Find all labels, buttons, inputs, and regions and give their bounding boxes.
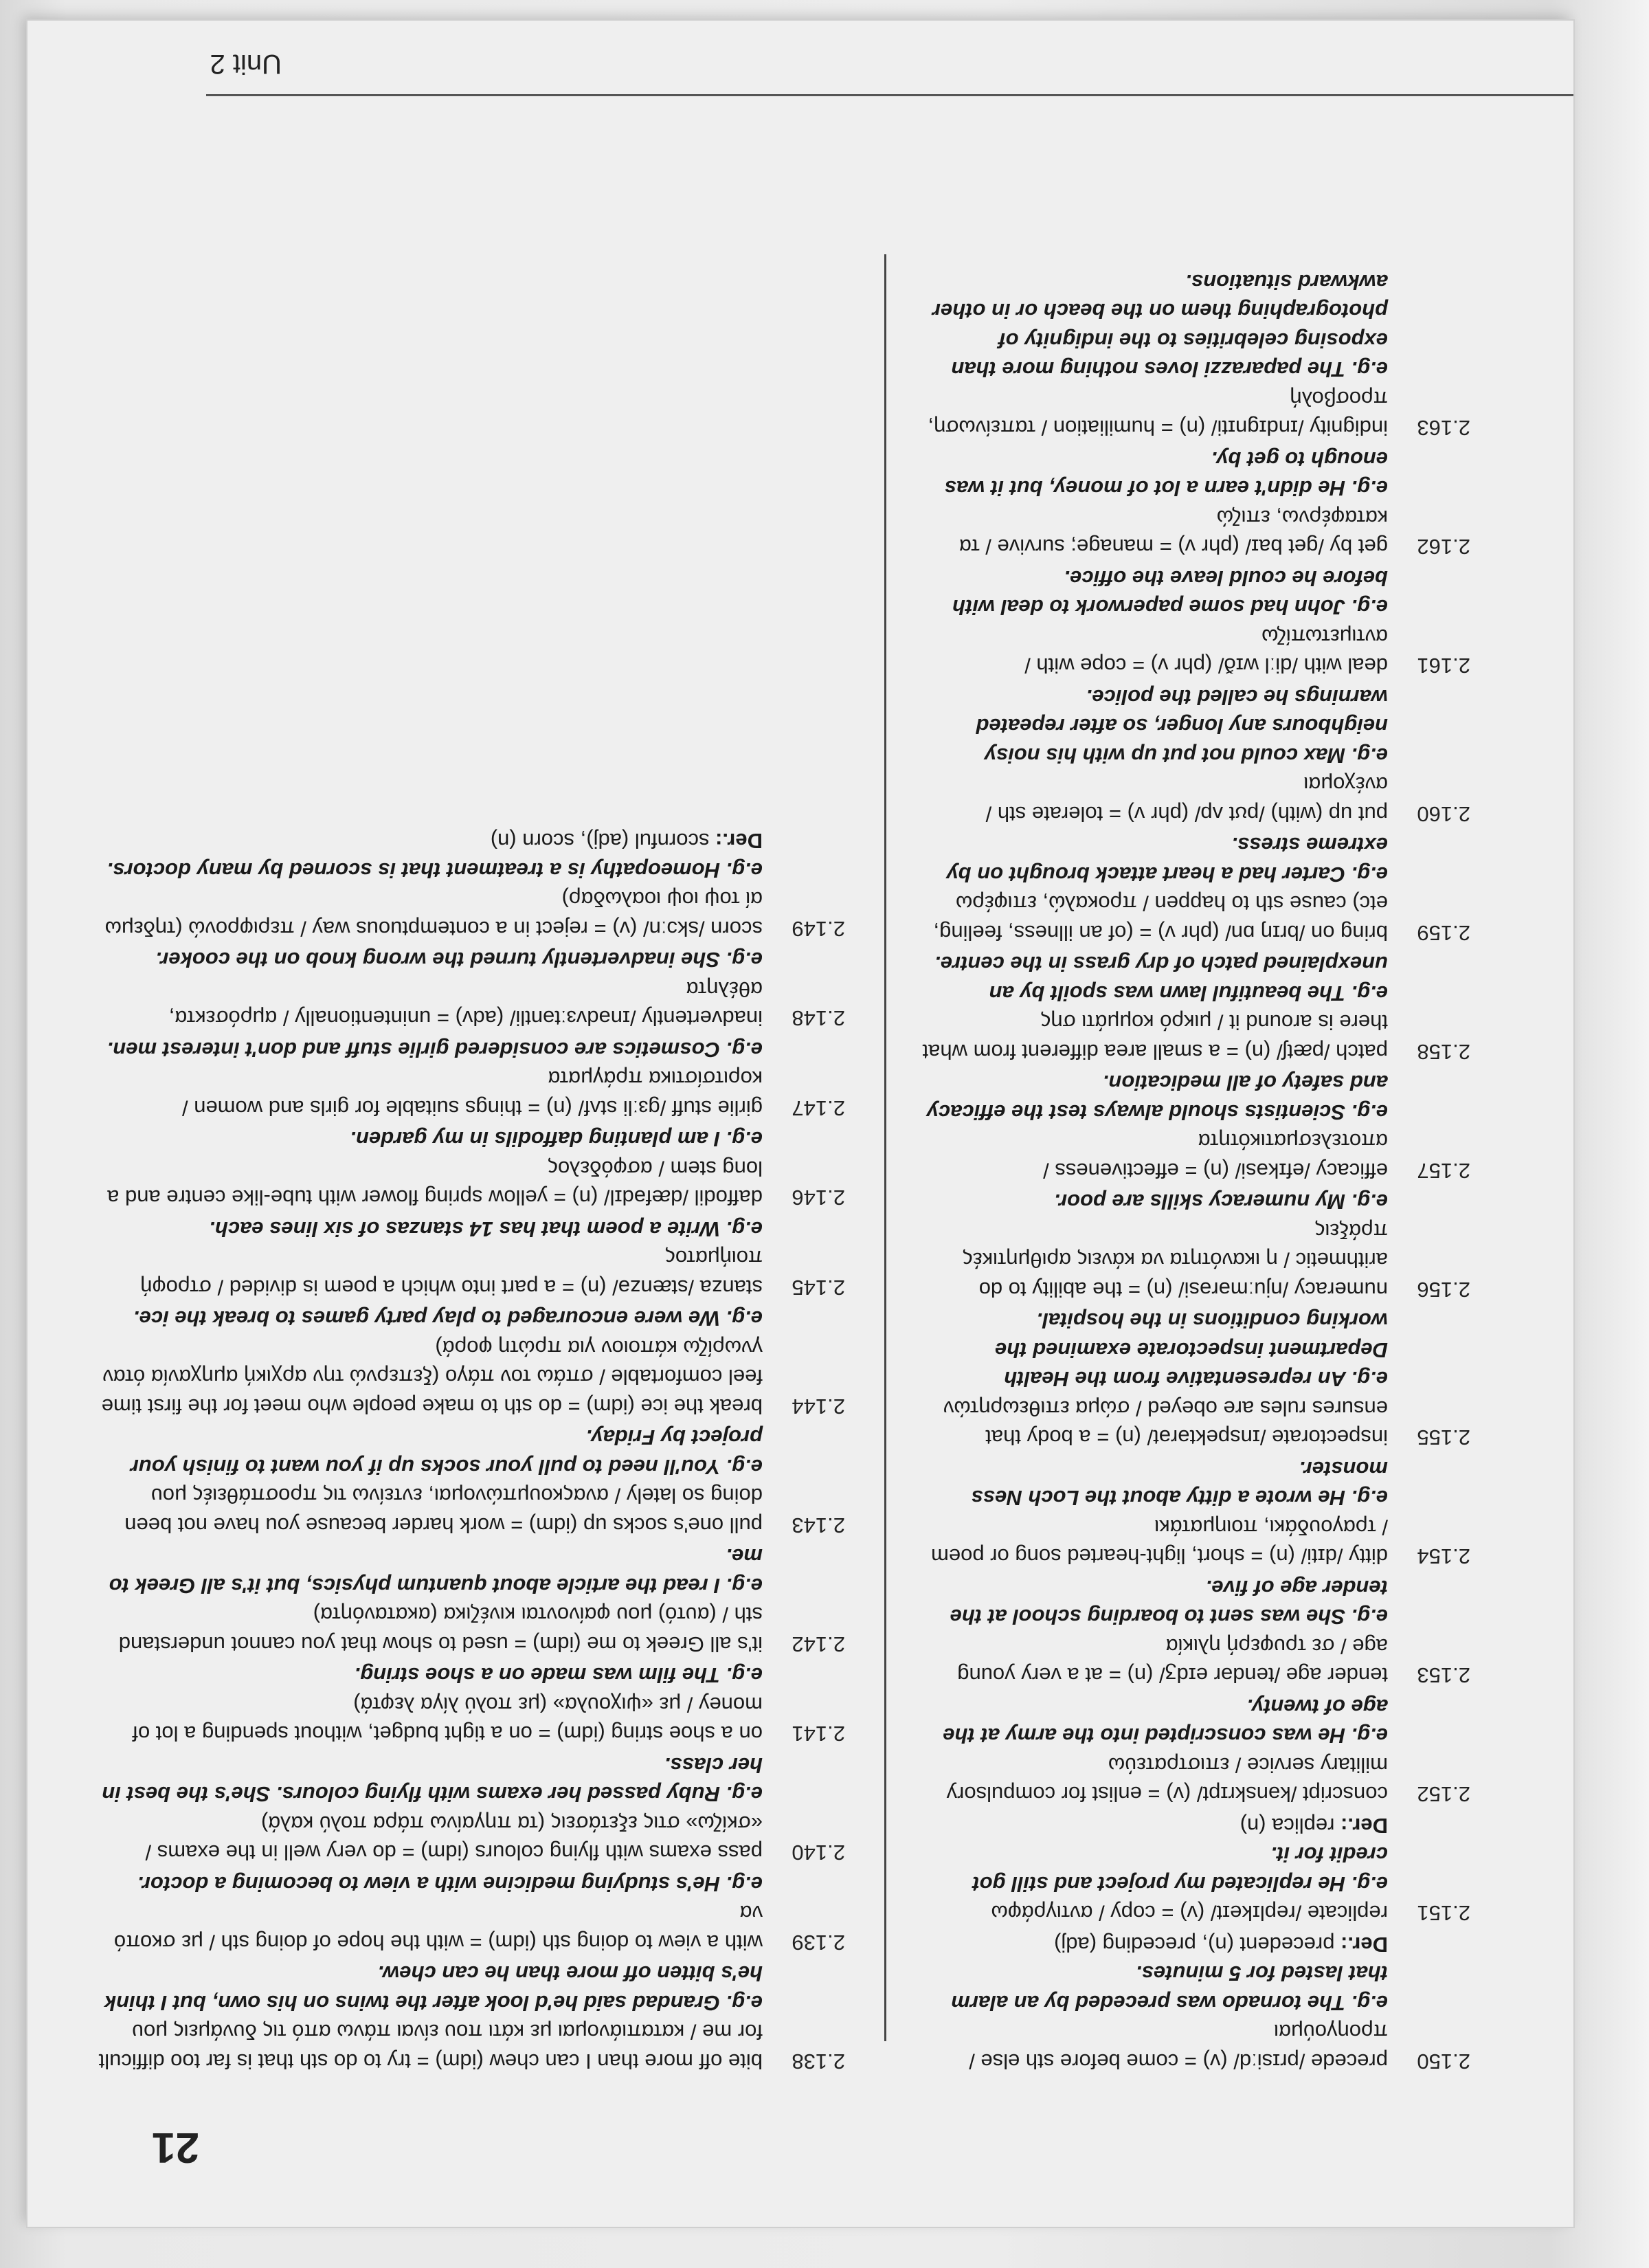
entry-example: e.g. Scientists should always test the efficacy and safety of all medication.	[926, 1071, 1388, 1124]
entry-example: e.g. The tornado was preceded by an alarm that lasted for 5 minutes.	[951, 1961, 1388, 2015]
entry-example: e.g. She inadvertently turned the wrong knob on the cooker.	[155, 948, 763, 972]
glossary-entry	[921, 445, 1470, 562]
glossary-entry	[921, 1930, 1470, 2076]
book-page	[27, 21, 1573, 2227]
entry-number: 2.161	[1417, 654, 1470, 678]
entry-example: e.g. He didn't earn a lot of money, but it was enough to get by.	[944, 447, 1388, 501]
entry-body	[921, 1811, 1388, 1928]
glossary-entry	[89, 1542, 845, 1658]
entry-example: e.g. Ruby passed her exams with flying colours. She's the best in her class.	[102, 1753, 763, 1807]
entry-definition: patch /pætʃ/ (n) = a small area different from what there is around it / μικρό κομμάτι σης	[922, 1010, 1388, 1064]
glossary-entry	[921, 682, 1470, 829]
entry-body	[921, 564, 1388, 680]
entry-number: 2.138	[792, 2049, 845, 2074]
entry-body	[921, 1573, 1388, 1690]
entry-body	[921, 682, 1388, 829]
entry-definition: inspectorate /ɪnspektərət/ (n) = a body that ensures rules are obeyed / σώμα επιθεωρητών	[943, 1397, 1388, 1450]
entry-number: 2.144	[792, 1394, 845, 1419]
footer-rule	[206, 94, 1573, 96]
glossary-entry	[89, 1214, 845, 1302]
entry-definition: with a view to doing sth (idm) = with the hope of doing sth / με σκοπό να	[113, 1901, 763, 1955]
entry-derivatives	[89, 826, 763, 856]
glossary-entry	[921, 267, 1470, 443]
entry-example: e.g. Homeopathy is a treatment that is scorned by many doctors.	[106, 858, 763, 882]
derivatives-value: scornful (adj), scorn (n)	[490, 829, 710, 854]
entry-definition: conscript /kənskrɪpt/ (v) = enlist for compulsory military service / επιστρατεύω	[946, 1753, 1388, 1807]
glossary-entry	[921, 1306, 1470, 1452]
entry-definition: pass exams with flying colours (idm) = do very well in the exams / «σκίζω» στις εξετάσεις (τα πηγαίνω πάρα πολύ καλά)	[145, 1812, 763, 1865]
entry-example: e.g. We were encouraged to play party games to break the ice.	[133, 1307, 763, 1331]
glossary-entry	[921, 1454, 1470, 1571]
glossary-entry	[89, 1750, 845, 1867]
entry-example: e.g. Grandad said he'd look after the twins on his own, but I think he's bitten off more than he can chew.	[104, 1961, 763, 2015]
derivatives-value: replica (n)	[1239, 1814, 1335, 1838]
page-content	[27, 21, 1573, 2227]
glossary-entry	[921, 1573, 1470, 1690]
glossary-entry	[89, 1304, 845, 1421]
glossary-entry	[921, 1068, 1470, 1185]
glossary-entry	[921, 830, 1470, 947]
entry-definition: tender age /tendər eɪdʒ/ (n) = at a very young age / σε τρυφερή ηλικία	[957, 1634, 1388, 1688]
derivatives-value: precedent (n), preceding (adj)	[1054, 1933, 1335, 1957]
entry-number: 2.163	[1417, 416, 1470, 441]
entry-number: 2.155	[1417, 1425, 1470, 1450]
entry-definition: precede /prɪsiːd/ (v) = come before sth else / προηγούμαι	[969, 2020, 1388, 2074]
entry-example: e.g. Max could not put up with his noisy neighbours any longer, so after repeated warnings he called the police.	[976, 685, 1388, 768]
entry-example: e.g. She was sent to boarding school at the tender age of five.	[950, 1576, 1388, 1630]
entry-body	[89, 945, 763, 1033]
entry-number: 2.145	[792, 1276, 845, 1300]
entry-example: e.g. Write a poem that has 14 stanzas of six lines each.	[209, 1217, 763, 1241]
entry-definition: scorn /skɔːn/ (v) = reject in a contemptuous way / περιφρονώ (τηδεμω αί τοψ ιοψ ιοαλωδαρ)	[104, 887, 763, 941]
entry-body	[89, 1304, 763, 1421]
entry-example: e.g. You'll need to pull your socks up if you want to finish your project by Friday.	[130, 1425, 763, 1479]
entry-number: 2.143	[792, 1513, 845, 1537]
entry-number: 2.154	[1417, 1544, 1470, 1569]
entry-body	[89, 826, 763, 943]
entry-body	[921, 1930, 1388, 2076]
entry-example: e.g. Carter had a heart attack brought on by extreme stress.	[946, 833, 1388, 887]
entry-definition: it's all Greek to me (idm) = used to show that you cannot understand sth / (αυτό) μου φαίνονται κινέζικα (ακατανόητα)	[118, 1603, 763, 1656]
entry-example: e.g. John had some paperwork to deal with before he could leave the office.	[952, 566, 1388, 620]
entry-definition: stanza /stænzə/ (n) = a part into which a poem is divided / στροφή ποιήματος	[140, 1246, 763, 1300]
entry-body	[921, 1454, 1388, 1571]
entry-definition: break the ice (idm) = do sth to make people who meet for the first time feel comfortable / σπάω τον πάγο (ξεπερνώ την αρχική αμηχανία όταν γνωρίζω κάποιον για πρώτη φορά)	[101, 1336, 763, 1419]
entry-definition: pull one's socks up (idm) = work harder because you have not been doing so lately / αναςκουμπώνομαι, εντείνω τις προσπάθειές μου	[124, 1484, 763, 1537]
entry-example: e.g. Cosmetics are considered girlie stuff and don't interest men.	[106, 1038, 763, 1062]
glossary-entry	[921, 1187, 1470, 1304]
entry-example: e.g. The paparazzi loves nothing more than exposing celebrities to the indignity of photographing them on the beach or in other awkward situations.	[932, 270, 1388, 382]
entry-definition: numeracy /njuːmərəsi/ (n) = the ability to do arithmetic / η ικανότητα να κάνεις αριθμητικές πράξεις	[962, 1219, 1388, 1302]
entry-number: 2.156	[1417, 1278, 1470, 1302]
glossary-entry	[921, 1811, 1470, 1928]
entry-body	[89, 1660, 763, 1748]
column-divider	[884, 254, 886, 2041]
right-column	[89, 172, 845, 2076]
glossary-entry	[89, 945, 845, 1033]
entry-body	[921, 1068, 1388, 1185]
glossary-entry	[89, 1124, 845, 1212]
entry-definition: inadvertently /ɪnədvɜːtəntli/ (adv) = unintentionally / αμρόσεκτα, αθέλητα	[168, 977, 763, 1031]
entry-number: 2.151	[1417, 1901, 1470, 1926]
entry-example: e.g. He replicated my project and still got credit for it.	[972, 1843, 1388, 1896]
entry-definition: get by /get baɪ/ (phr v) = manage; survive / τα καταφέρνω, επιζώ	[958, 506, 1388, 559]
entry-number: 2.142	[792, 1632, 845, 1656]
glossary-entry	[89, 826, 845, 943]
glossary-entry	[921, 949, 1470, 1066]
entry-body	[89, 1959, 763, 2076]
entry-number: 2.141	[792, 1722, 845, 1746]
left-column	[921, 172, 1470, 2076]
entry-example: e.g. The beautiful lawn was spoilt by an unexplained patch of dry grass in the centre.	[934, 952, 1388, 1005]
entry-example: e.g. An representative from the Health Department inspectorate examined the working conditions in the hospital.	[995, 1309, 1388, 1392]
entry-definition: put up (with) /pʊt ʌp/ (phr v) = tolerate sth / ανέχομαι	[985, 772, 1388, 826]
entry-example: e.g. He's studying medicine with a view to becoming a doctor.	[137, 1872, 763, 1896]
entry-example: e.g. He wrote a ditty about the Loch Ness monster.	[971, 1457, 1388, 1511]
entry-number: 2.159	[1417, 921, 1470, 945]
entry-number: 2.162	[1417, 535, 1470, 559]
entry-definition: ditty /dɪti/ (n) = short, light-hearted song or poem / τραγουδάκι, ποιηματάκι	[931, 1515, 1388, 1569]
entry-body	[921, 949, 1388, 1066]
entry-number: 2.160	[1417, 802, 1470, 826]
entry-number: 2.139	[792, 1931, 845, 1955]
glossary-entry	[89, 1660, 845, 1748]
glossary-entry	[89, 1869, 845, 1957]
entry-body	[89, 1750, 763, 1867]
entry-body	[89, 1423, 763, 1539]
entry-number: 2.150	[1417, 2049, 1470, 2074]
entry-example: e.g. My numeracy skills are poor.	[1054, 1190, 1388, 1214]
entry-body	[89, 1214, 763, 1302]
entry-number: 2.153	[1417, 1663, 1470, 1688]
entry-body	[921, 445, 1388, 562]
entry-derivatives	[921, 1811, 1388, 1841]
page-number: 21	[152, 2124, 199, 2171]
entry-definition: indignity /ɪndɪgnɪti/ (n) = humiliation / ταπείνωση, προσβολή	[928, 387, 1388, 441]
entry-definition: efficacy /efɪkəsi/ (n) = effectiveness / αποτελεσματικότητα	[1043, 1129, 1388, 1183]
entry-body	[89, 1869, 763, 1957]
entry-number: 2.148	[792, 1006, 845, 1031]
entry-body	[921, 1692, 1388, 1809]
entry-example: e.g. He was conscripted into the army at the age of twenty.	[943, 1695, 1388, 1748]
glossary-entry	[921, 1692, 1470, 1809]
entry-body	[89, 1542, 763, 1658]
entry-definition: daffodil /dæfədɪl/ (n) = yellow spring flower with tube-like centre and a long stem / ασφόδελος	[107, 1157, 763, 1210]
entry-number: 2.158	[1417, 1040, 1470, 1064]
entry-body	[921, 830, 1388, 947]
glossary-entry	[89, 1959, 845, 2076]
entry-number: 2.149	[792, 917, 845, 941]
entry-body	[89, 1124, 763, 1212]
entry-definition: girlie stuff /gɜːli stʌf/ (n) = things suitable for girls and women / κοριτσίστικα πράγματα	[182, 1067, 763, 1120]
entry-number: 2.157	[1417, 1159, 1470, 1183]
entry-definition: bring on /brɪŋ ɒn/ (phr v) = (of an illness, feeling, etc) cause sth to happen / προκαλώ, επιφέρω	[933, 891, 1388, 945]
glossary-entry	[921, 564, 1470, 680]
entry-derivatives	[921, 1930, 1388, 1959]
derivatives-label: Der.:	[1340, 1933, 1388, 1957]
derivatives-label: Der.:	[1340, 1814, 1388, 1838]
entry-body	[89, 1035, 763, 1123]
entry-definition: bite off more than I can chew (idm) = try to do sth that is far too difficult for me / καταπιάνομαι με κάτι που είναι πάνω από τις δυνάμεις μου	[98, 2020, 763, 2074]
entry-example: e.g. The film was made on a shoe string.	[354, 1663, 763, 1688]
entry-body	[921, 1306, 1388, 1452]
entry-number: 2.146	[792, 1186, 845, 1210]
entry-number: 2.140	[792, 1841, 845, 1865]
entry-number: 2.147	[792, 1096, 845, 1120]
entry-definition: on a shoe string (idm) = on a tight budget, without spending a lot of money / με «ψιχουλα» (με πολύ λίγα λεφτά)	[132, 1693, 763, 1746]
entry-number: 2.152	[1417, 1782, 1470, 1807]
entry-example: e.g. I read the article about quantum physics, but it's all Greek to me.	[109, 1544, 763, 1598]
entry-body	[921, 267, 1388, 443]
glossary-entry	[89, 1423, 845, 1539]
derivatives-label: Der.:	[715, 829, 763, 854]
entry-example: e.g. I am planting daffodils in my garden.	[350, 1127, 763, 1152]
glossary-entry	[89, 1035, 845, 1123]
entry-definition: deal with /diːl wɪð/ (phr v) = cope with / αντιμετωπίζω	[1024, 625, 1388, 678]
entry-definition: replicate /replɪkeɪt/ (v) = copy / αντιγράφω	[991, 1901, 1388, 1926]
unit-label: Unit 2	[210, 49, 282, 79]
entry-body	[921, 1187, 1388, 1304]
